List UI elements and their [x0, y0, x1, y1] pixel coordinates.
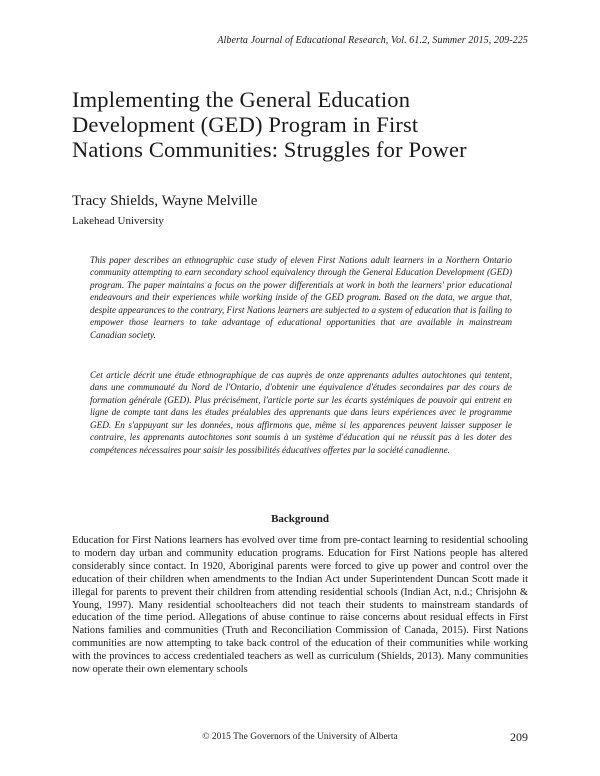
section-heading: Background — [271, 513, 329, 525]
abstract-english: This paper describes an ethnographic case study of eleven First Nations adult learners in a Northern Ontario community attempting to earn secondary school equivalency through the General Education Development (GED) program. The paper maintains a focus on the power differentials at work in both the learners' prior educational endeavours and their experiences while working inside of the GED program. Based on the data, we argue that, despite appearances to the contrary, First Nations learners are subjected to a system of education that is failing to empower those learners to take advantage of educational opportunities that are available in mainstream Canadian society. — [90, 255, 512, 340]
page-number: 209 — [510, 730, 528, 744]
copyright-footer: © 2015 The Governors of the University of Alberta — [202, 732, 398, 742]
title-line: Development (GED) Program in First — [72, 112, 419, 137]
body-paragraph: Education for First Nations learners has evolved over time from pre-contact learning to residential schooling to modern day urban and community education programs. Education for First Nations people has altered considerably since contact. In 1920, Aboriginal parents were forced to give up power and control over the education of their children when amendments to the Indian Act under Superintendent Duncan Scott made it illegal for parents to prevent their children from attending residential schools (Indian Act, n.d.; Chrisjohn & Young, 1997). Many residential schoolteachers did not teach their students to mainstream standards of education of the time period. Allegations of abuse continue to raise concerns about residual effects in First Nations families and communities (Truth and Reconciliation Commission of Canada, 2015). First Nations communities are now attempting to take back control of the education of their communities while working with the provinces to access credentialed teachers as well as curriculum (Shields, 2013). Many communities now operate their own elementary schools — [72, 535, 528, 676]
abstract-french: Cet article décrit une étude ethnographique de cas auprès de onze apprenants adultes autochtones qui tentent, dans une communauté du Nord de l'Ontario, d'obtenir une équivalence d'études secondaires par des cours de formation générale (GED). Plus précisément, l'article porte sur les écarts systémiques de pouvoir qui entrent en ligne de compte tant dans les études préalables des apprenants que dans leurs expériences avec le programme GED. En s'appuyant sur les données, nous affirmons que, même si les apparences peuvent laisser supposer le contraire, les apprenants autochtones sont soumis à un système d'éducation qui ne réussit pas à les doter des compétences nécessaires pour saisir les possibilités éducatives offertes par la société canadienne. — [90, 370, 512, 455]
running-head: Alberta Journal of Educational Research, Vol. 61.2, Summer 2015, 209-225 — [217, 35, 528, 46]
title-line: Nations Communities: Struggles for Power — [72, 137, 467, 162]
article-title — [72, 87, 542, 162]
authors: Tracy Shields, Wayne Melville — [72, 193, 258, 209]
affiliation: Lakehead University — [72, 215, 164, 227]
title-line: Implementing the General Education — [72, 87, 411, 112]
